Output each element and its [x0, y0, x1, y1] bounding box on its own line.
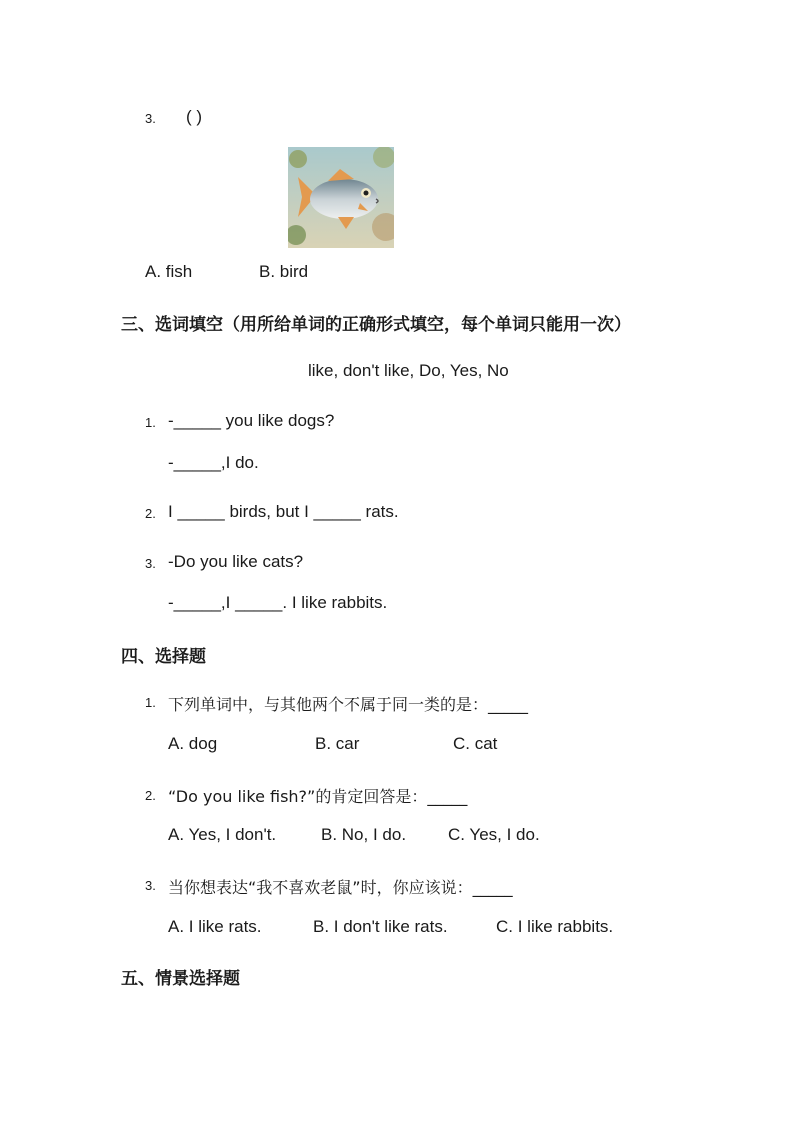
question-text: 当你想表达“我不喜欢老鼠”时，你应该说：_____: [168, 878, 513, 897]
item-line: -_____,I _____. I like rabbits.: [168, 593, 388, 612]
section5-heading: 五、情景选择题: [121, 969, 240, 989]
option-a: A. Yes, I don't.: [168, 825, 277, 844]
word-bank: like, don't like, Do, Yes, No: [308, 361, 509, 380]
item-line: -_____,I do.: [168, 453, 259, 472]
option-c: C. cat: [453, 734, 498, 753]
item-line: I _____ birds, but I _____ rats.: [168, 502, 399, 521]
item-number: 2.: [145, 788, 156, 803]
item-number: 1.: [145, 415, 156, 430]
item-number: 3.: [145, 556, 156, 571]
option-b: B. car: [315, 734, 360, 753]
question-text: 下列单词中，与其他两个不属于同一类的是：_____: [168, 695, 529, 714]
option-b: B. I don't like rats.: [313, 917, 448, 936]
item-number: 3.: [145, 878, 156, 893]
option-c: C. I like rabbits.: [496, 917, 614, 936]
option-a: A. fish: [145, 262, 193, 281]
option-b: B. No, I do.: [321, 825, 407, 844]
answer-parentheses: ( ): [186, 107, 203, 126]
item-line: -_____ you like dogs?: [168, 411, 335, 430]
question-number: 3.: [145, 111, 156, 126]
option-a: A. dog: [168, 734, 218, 753]
item-number: 2.: [145, 506, 156, 521]
item-line: -Do you like cats?: [168, 552, 304, 571]
item-number: 1.: [145, 695, 156, 710]
question-text: “Do you like fish?”的肯定回答是：_____: [168, 787, 468, 806]
option-a: A. I like rats.: [168, 917, 262, 936]
option-b: B. bird: [259, 262, 309, 281]
fish-picture: [288, 147, 394, 248]
option-c: C. Yes, I do.: [448, 825, 540, 844]
fish-image: [288, 147, 394, 248]
section4-heading: 四、选择题: [121, 647, 206, 667]
section3-heading: 三、选词填空（用所给单词的正确形式填空，每个单词只能用一次）: [121, 315, 631, 335]
